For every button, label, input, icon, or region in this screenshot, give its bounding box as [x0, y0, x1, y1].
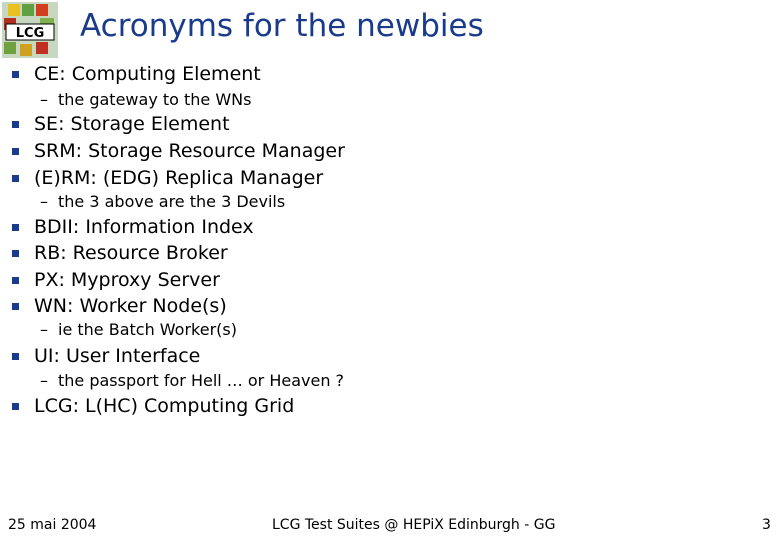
bullet-square-icon	[12, 224, 19, 231]
bullet-square-icon	[12, 121, 19, 128]
bullet-square-icon	[12, 277, 19, 284]
footer-date: 25 mai 2004	[8, 517, 97, 533]
sub-text: the gateway to the WNs	[58, 89, 252, 109]
slide-title: Acronyms for the newbies	[80, 8, 484, 44]
bullet-text: LCG: L(HC) Computing Grid	[34, 395, 295, 417]
bullet-item	[12, 240, 228, 266]
sub-text: ie the Batch Worker(s)	[58, 319, 237, 339]
bullet-item	[12, 267, 220, 293]
dash-marker: –	[40, 370, 48, 390]
bullet-item	[12, 393, 294, 419]
bullet-text: SRM: Storage Resource Manager	[34, 140, 345, 162]
bullet-square-icon	[12, 148, 19, 155]
bullet-text: UI: User Interface	[34, 345, 201, 367]
bullet-item	[12, 343, 200, 369]
bullet-square-icon	[12, 403, 19, 410]
bullet-text: BDII: Information Index	[34, 216, 254, 238]
dash-marker: –	[40, 89, 48, 109]
sub-item	[40, 88, 251, 110]
page-number: 3	[762, 517, 771, 533]
bullet-text: PX: Myproxy Server	[34, 269, 220, 291]
bullet-square-icon	[12, 250, 19, 257]
bullet-item	[12, 61, 261, 87]
sub-text: the passport for Hell … or Heaven ?	[58, 370, 345, 390]
bullet-square-icon	[12, 303, 19, 310]
bullet-item	[12, 138, 345, 164]
svg-text:LCG: LCG	[15, 26, 45, 41]
bullet-square-icon	[12, 353, 19, 360]
bullet-item	[12, 293, 227, 319]
dash-marker: –	[40, 191, 48, 211]
sub-item	[40, 318, 237, 340]
bullet-square-icon	[12, 175, 19, 182]
bullet-text: WN: Worker Node(s)	[34, 295, 227, 317]
sub-text: the 3 above are the 3 Devils	[58, 191, 286, 211]
bullet-item	[12, 165, 323, 191]
dash-marker: –	[40, 319, 48, 339]
bullet-text: RB: Resource Broker	[34, 242, 228, 264]
sub-item	[40, 369, 344, 391]
bullet-text: (E)RM: (EDG) Replica Manager	[34, 167, 324, 189]
bullet-text: CE: Computing Element	[34, 63, 261, 85]
bullet-square-icon	[12, 71, 19, 78]
bullet-text: SE: Storage Element	[34, 113, 230, 135]
sub-item	[40, 190, 285, 212]
footer-center-text: LCG Test Suites @ HEPiX Edinburgh - GG	[272, 517, 556, 533]
bullet-item	[12, 214, 254, 240]
bullet-item	[12, 111, 230, 137]
